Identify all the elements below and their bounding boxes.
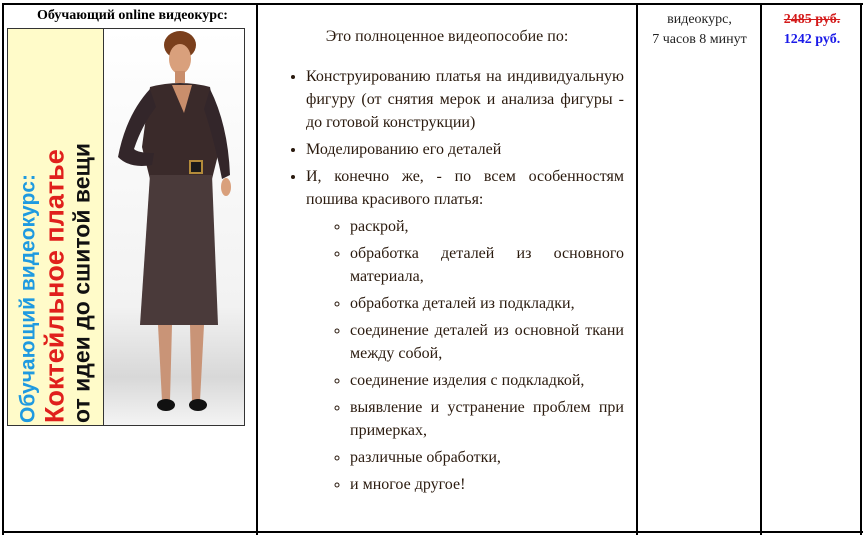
description-item: • Конструированию платья на индивидуальную фигуру (от снятия мерок и анализа фигуры - до готовой конструкции) (306, 65, 624, 134)
description-item: • Моделированию его деталей (306, 138, 624, 161)
promo-line-2: Коктейльное платье (38, 149, 69, 423)
description-subitem: ◦ обработка деталей из основного материала, (350, 242, 624, 288)
course-title: Обучающий online видеокурс: (37, 8, 228, 23)
table-left-border (2, 3, 4, 535)
description-subitem: ◦ и многое другое! (350, 473, 624, 496)
description-item (306, 165, 624, 496)
col-divider-2 (636, 3, 638, 535)
table-top-border (2, 3, 863, 5)
course-price (763, 10, 861, 50)
table-bottom-border (2, 531, 863, 533)
table-right-border (860, 3, 862, 535)
description-subitem: ◦ выявление и устранение проблем при примерках, (350, 396, 624, 442)
description-subitem: ◦ соединение изделия с подкладкой, (350, 369, 624, 392)
course-promo-image[interactable] (7, 28, 245, 426)
description-intro: Это полноценное видеопособие по: (325, 28, 569, 45)
new-price: 1242 руб. (783, 32, 841, 47)
promo-text-band (8, 29, 104, 425)
col-divider-3 (760, 3, 762, 535)
description-list (258, 65, 624, 500)
course-format (639, 10, 760, 50)
model-photo (104, 29, 244, 425)
description-sublist (306, 215, 624, 496)
description-subitem: ◦ раскрой, (350, 215, 624, 238)
promo-line-3: от идеи до сшитой вещи (68, 142, 94, 423)
old-price: 2485 руб. (783, 12, 841, 27)
format-duration: 7 часов 8 минут (652, 32, 747, 47)
promo-line-1: Обучающий видеокурс: (16, 174, 40, 423)
woman-in-dress-icon (104, 29, 244, 425)
format-type: видеокурс, (667, 12, 732, 27)
description-subitem: ◦ обработка деталей из подкладки, (350, 292, 624, 315)
description-subitem: ◦ различные обработки, (350, 446, 624, 469)
description-item-text: И, конечно же, - по всем особенностям пошива красивого платья: (306, 168, 624, 208)
promo-rotated-text (17, 31, 94, 423)
description-subitem: ◦ соединение деталей из основной ткани между собой, (350, 319, 624, 365)
